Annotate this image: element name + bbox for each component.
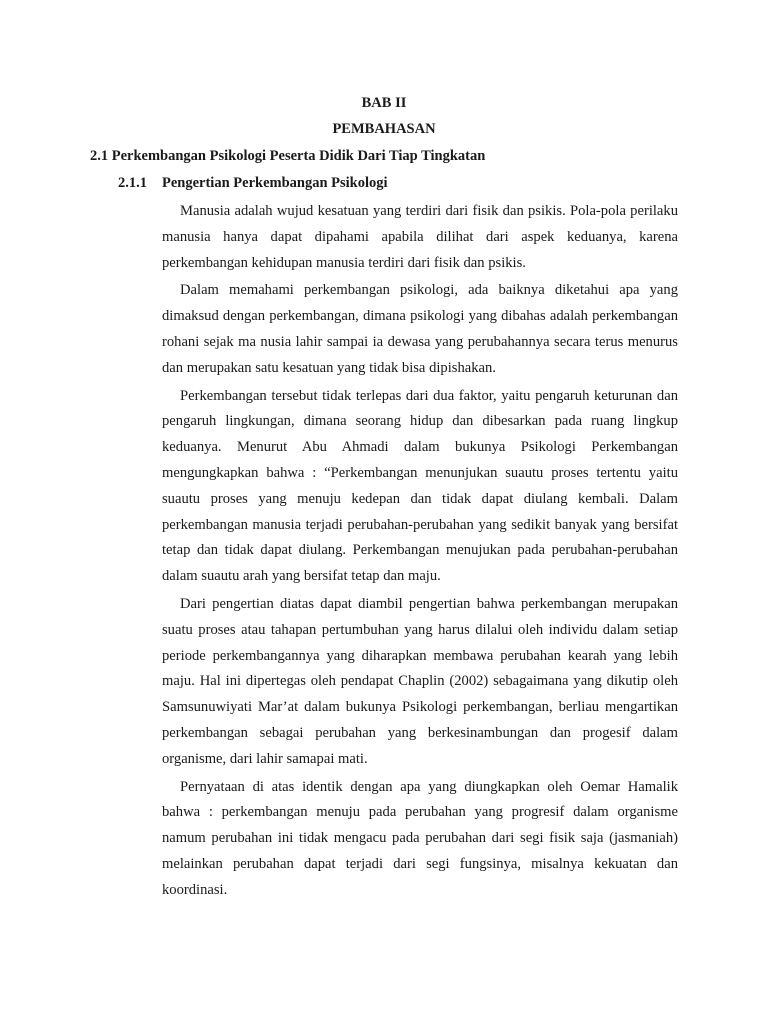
chapter-title: PEMBAHASAN	[332, 121, 436, 137]
subsection-title: Pengertian Perkembangan Psikologi	[162, 175, 388, 191]
paragraph: Manusia adalah wujud kesatuan yang terdiri dari fisik dan psikis. Pola-pola perilaku manusia hanya dapat dipahami apabila dilihat dari aspek keduanya, karena perkembangan kehidupan manusia terdiri dari fisik dan psikis.	[162, 203, 678, 271]
paragraph: Perkembangan tersebut tidak terlepas dari dua faktor, yaitu pengaruh keturunan dan pengaruh lingkungan, dimana seorang hidup dan dibesarkan pada ruang lingkup keduanya. Menurut Abu Ahmadi dalam bukunya Psikologi Perkembangan mengungkapkan bahwa : “Perkembangan menunjukan suautu proses tertentu yaitu suautu proses yang menuju kedepan dan tidak dapat diulang kembali. Dalam perkembangan manusia terjadi perubahan-perubahan yang sedikit banyak yang bersifat tetap dan tidak dapat diulang. Perkembangan menujukan pada perubahan-perubahan dalam suautu arah yang bersifat tetap dan maju.	[162, 387, 678, 585]
chapter-number: BAB II	[361, 95, 407, 111]
subsection-heading	[118, 174, 388, 192]
section-heading: 2.1 Perkembangan Psikologi Peserta Didik Dari Tiap Tingkatan	[90, 148, 486, 164]
paragraph: Pernyataan di atas identik dengan apa yang diungkapkan oleh Oemar Hamalik bahwa : perkembangan menuju pada perubahan yang progresif dalam organisme namum perubahan ini tidak mengacu pada perubahan dari segi fisik saja (jasmaniah) melainkan perubahan dapat terjadi dari segi fungsinya, misalnya kekuatan dan koordinasi.	[162, 778, 678, 898]
paragraph: Dari pengertian diatas dapat diambil pengertian bahwa perkembangan merupakan suatu proses atau tahapan pertumbuhan yang harus dilalui oleh individu dalam setiap periode perkembangannya yang diharapkan membawa perubahan kearah yang lebih maju. Hal ini dipertegas oleh pendapat Chaplin (2002) sebagaimana yang dikutip oleh Samsunuwiyati Mar’at dalam bukunya Psikologi perkembangan, berliau mengartikan perkembangan sebagai perubahan yang berkesinambungan dan progesif dalam organisme, dari lahir samapai mati.	[162, 595, 678, 767]
body-text	[162, 199, 678, 906]
subsection-number: 2.1.1	[118, 175, 147, 191]
paragraph: Dalam memahami perkembangan psikologi, ada baiknya diketahui apa yang dimaksud dengan perkembangan, dimana psikologi yang dibahas adalah perkembangan rohani sejak ma nusia lahir sampai ia dewasa yang perubahannya secara terus menurus dan merupakan satu kesatuan yang tidak bisa dipishakan.	[162, 282, 678, 376]
